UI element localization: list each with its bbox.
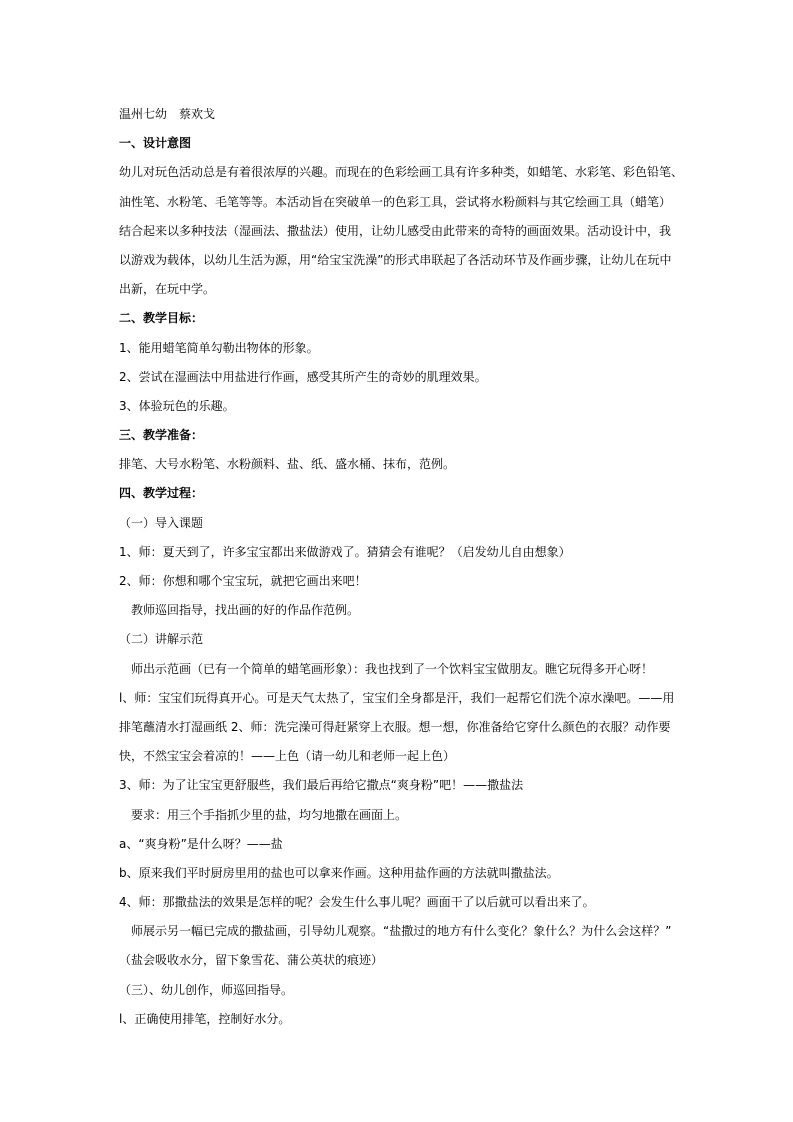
paragraph-line: 排笔蘸清水打湿画纸 2、师：洗完澡可得赶紧穿上衣服。想一想，你准备给它穿什么颜色的衣服？动作要 [119,719,671,734]
paragraph-line: 以游戏为载体，以幼儿生活为源，用“给宝宝洗澡”的形式串联起了各活动环节及作画步骤，让幼儿在玩中 [119,252,672,267]
paragraph-line: 师展示另一幅已完成的撒盐画，引导幼儿观察。“盐撒过的地方有什么变化？象什么？为什么会这样？” [131,924,672,939]
list-item: l、正确使用排笔，控制好水分。 [119,1011,291,1026]
list-item: 3、体验玩色的乐趣。 [119,398,235,413]
list-item: b、原来我们平时厨房里用的盐也可以拿来作画。这种用盐作画的方法就叫撒盐法。 [119,865,559,880]
paragraph-line: 教师巡回指导，找出画的好的作品作范例。 [131,603,360,618]
document-body [119,100,684,1034]
subsection-heading: （二）讲解示范 [119,632,204,647]
paragraph-line: 要求：用三个手指抓少里的盐，均匀地撒在画面上。 [131,807,408,822]
list-item: 2、尝试在湿画法中用盐进行作画，感受其所产生的奇妙的肌理效果。 [119,369,487,384]
paragraph-line: 幼儿对玩色活动总是有着很浓厚的兴趣。而现在的色彩绘画工具有许多种类，如蜡笔、水彩笔、彩色铅笔、 [119,165,684,180]
subsection-heading: （三）、幼儿创作，师巡回指导。 [119,982,294,997]
paragraph-line: 师出示范画（已有一个简单的蜡笔画形象）：我也找到了一个饮料宝宝做朋友。瞧它玩得多开心呀！ [131,661,654,676]
section-heading-design-intent: 一、设计意图 [119,136,192,151]
list-item: 2、师：你想和哪个宝宝玩，就把它画出来吧！ [119,574,367,588]
paragraph-line: 排笔、大号水粉笔、水粉颜料、盐、纸、盛水桶、抹布，范例。 [119,457,456,472]
section-heading-teaching-goals: 二、教学目标： [119,311,204,326]
list-item: l、师：宝宝们玩得真开心。可是天气太热了，宝宝们全身都是汗，我们一起帮它们洗个凉水澡吧。——用 [119,690,675,705]
list-item: 3、师：为了让宝宝更舒服些，我们最后再给它撒点“爽身粉”吧！——撒盐法 [119,778,524,793]
paragraph-line: （盐会吸收水分，留下象雪花、蒲公英状的痕迹） [119,953,384,968]
paragraph-line: 出新，在玩中学。 [119,282,216,297]
section-heading-preparation: 三、教学准备： [119,428,204,443]
list-item: a、“爽身粉”是什么呀？——盐 [119,836,283,851]
subsection-heading: （一）导入课题 [119,515,204,530]
list-item: 1、师：夏天到了，许多宝宝都出来做游戏了。猜猜会有谁呢？（启发幼儿自由想象） [119,544,571,559]
paragraph-line: 结合起来以多种技法（湿画法、撒盐法）使用，让幼儿感受由此带来的奇特的画面效果。活动设计中，我 [119,223,672,238]
list-item: 4、师：那撒盐法的效果是怎样的呢？会发生什么事儿呢？画面干了以后就可以看出来了。 [119,895,595,910]
paragraph-line: 快，不然宝宝会着凉的！——上色（请一幼儿和老师一起上色） [119,749,456,764]
author-line: 温州七幼 蔡欢戈 [119,107,216,121]
list-item: 1、能用蜡笔简单勾勒出物体的形象。 [119,340,319,355]
section-heading-process: 四、教学过程： [119,486,204,501]
paragraph-line: 油性笔、水粉笔、毛笔等等。本活动旨在突破单一的色彩工具，尝试将水粉颜料与其它绘画工具（蜡笔） [119,194,672,209]
